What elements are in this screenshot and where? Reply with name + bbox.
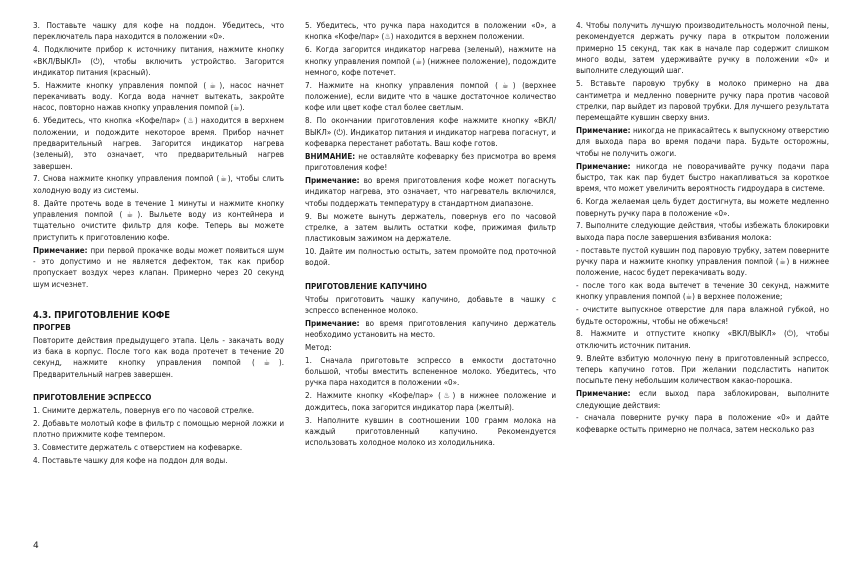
paragraph: Повторите действия предыдущего этапа. Цель - закачать воду из бака в корпус. После того как вода протечет в течение 20 секунд, нажмите кнопку управления помпой (☕). Предварительный нагрев завершен. xyxy=(33,335,284,379)
column-middle xyxy=(305,20,556,450)
paragraph: 3. Совместите держатель с отверстием на кофеварке. xyxy=(33,443,243,452)
paragraph: 8. По окончании приготовления кофе нажмите кнопку «ВКЛ/ВЫКЛ» (⏻). Индикатор питания и индикатор нагрева погаснут, и кофеварка перестанет работать. Ваш кофе готов. xyxy=(305,116,556,148)
paragraph: 2. Добавьте молотый кофе в фильтр с помощью мерной ложки и плотно прижмите кофе темпером. xyxy=(33,418,284,440)
section-title: 4.3. ПРИГОТОВЛЕНИЕ КОФЕ xyxy=(33,309,171,321)
paragraph: 9. Влейте взбитую молочную пену в приготовленный эспрессо, теперь капучино готов. При желании подсластить напиток посыпьте пену небольшим количеством какао-порошка. xyxy=(576,353,829,386)
paragraph: 3. Наполните кувшин в соотношении 100 грамм молока на каждый приготовленный капучино. Рекомендуется использовать холодное молоко из холодильника. xyxy=(305,415,556,448)
paragraph: 5. Убедитесь, что ручка пара находится в положении «0», а кнопка «Кофе/пар» (♨) находится в верхнем положении. xyxy=(305,21,556,42)
note-text: во время приготовления капучино держатель необходимо установить на место. xyxy=(305,318,556,340)
note-label: Примечание: xyxy=(305,318,360,328)
list-item: - поставьте пустой кувшин под паровую трубку, затем поверните ручку пара и нажмите кнопку управления помпой (☕) в нижнее положение, насос будет перекачивать воду. xyxy=(576,245,829,278)
note-text: никогда не прикасайтесь к выпускному отверстию для выхода пара во время подачи пара. Будьте осторожны, чтобы не получить ожоги. xyxy=(576,126,829,158)
note-label: Примечание: xyxy=(33,245,88,255)
note-paragraph xyxy=(576,125,829,159)
paragraph: 6. Когда загорится индикатор нагрева (зеленый), нажмите на кнопку управления помпой (☕) (нижнее положение), подождите немного, кофе потечет. xyxy=(305,45,556,77)
note-paragraph xyxy=(305,175,556,209)
note-label: Примечание: xyxy=(576,126,631,136)
paragraph: 3. Поставьте чашку для кофе на поддон. Убедитесь, что переключатель пара находится в положении «0». xyxy=(33,21,284,42)
paragraph: 10. Дайте им полностью остыть, затем промойте под проточной водой. xyxy=(305,247,556,268)
paragraph: 2. Нажмите кнопку «Кофе/пар» (♨) в нижнее положение и дождитесь, пока загорится индикатор пара (желтый). xyxy=(305,391,556,412)
list-item: - сначала поверните ручку пара в положение «0» и дайте кофеварке остыть примерно не полчаса, затем несколько раз xyxy=(576,413,829,434)
note-label: Примечание: xyxy=(576,389,631,399)
paragraph: 5. Нажмите кнопку управления помпой (☕), насос начнет перекачивать воду. Когда вода начнет вытекать, закройте насос, повторно нажав кнопку управления помпой (☕). xyxy=(33,80,284,113)
paragraph: 9. Вы можете вынуть держатель, повернув его по часовой стрелке, а затем вылить остатки кофе, прижимая фильтр пластиковым зажимом на держателе. xyxy=(305,211,556,244)
list-item: - после того как вода вытечет в течение 30 секунд, нажмите кнопку управления помпой (☕) в верхнее положение; xyxy=(576,281,829,302)
paragraph: 1. Снимите держатель, повернув его по часовой стрелке. xyxy=(33,405,255,415)
paragraph: Чтобы приготовить чашку капучино, добавьте в чашку с эспрессо вспененное молоко. xyxy=(305,294,556,315)
note-paragraph xyxy=(33,245,284,290)
column-right xyxy=(576,20,829,437)
note-label: Примечание: xyxy=(576,161,631,171)
subsection-title: ПРИГОТОВЛЕНИЕ ЭСПРЕССО xyxy=(33,393,152,403)
paragraph: 4. Подключите прибор к источнику питания, нажмите кнопку «ВКЛ/ВЫКЛ» (⏻), чтобы включить устройство. Загорится индикатор питания (красный). xyxy=(33,45,284,77)
paragraph: 6. Убедитесь, что кнопка «Кофе/пар» (♨) находится в верхнем положении, и подождите некоторое время. Прибор начнет предварительный нагрев. Загорится индикатор нагрева (зеленый), это означает, что предварительный нагрев завершен. xyxy=(33,116,284,171)
paragraph: 8. Дайте протечь воде в течение 1 минуты и нажмите кнопку управления помпой (☕). Выльете воду из контейнера и тщательно очистите фильтр для кофе. Теперь вы можете приступить к приготовлению кофе. xyxy=(33,198,284,242)
column-left xyxy=(33,20,284,468)
paragraph: 8. Нажмите и отпустите кнопку «ВКЛ/ВЫКЛ» (⏻), чтобы отключить источник питания. xyxy=(576,329,829,350)
paragraph: 6. Когда желаемая цель будет достигнута, вы можете медленно повернуть ручку пара в положение «0». xyxy=(576,197,829,218)
page-number: 4 xyxy=(33,541,39,551)
note-paragraph xyxy=(305,318,556,341)
note-text: во время приготовления кофе может погаснуть индикатор нагрева, это означает, что нагреватель включился, чтобы поддержать температуру в стандартном диапазоне. xyxy=(305,175,556,208)
warning-paragraph xyxy=(305,151,556,174)
note-label: Примечание: xyxy=(305,175,360,185)
note-paragraph xyxy=(576,161,829,195)
paragraph: 4. Чтобы получить лучшую производительность молочной пены, рекомендуется держать ручку пара в открытом положении примерно 15 секунд, так как в начале пар содержит слишком много воды, затем удерживайте ручку в положении «0» и выполните следующий шаг. xyxy=(576,21,829,76)
subsection-title: ПРИГОТОВЛЕНИЕ КАПУЧИНО xyxy=(305,281,427,291)
paragraph: 7. Выполните следующие действия, чтобы избежать блокировки выхода пара после завершения взбивания молока: xyxy=(576,221,829,242)
note-paragraph xyxy=(576,388,829,411)
warning-label: ВНИМАНИЕ: xyxy=(305,151,356,161)
method-label: Метод: xyxy=(305,342,332,352)
warning-text: не оставляйте кофеварку без присмотра во время приготовления кофе! xyxy=(305,151,556,173)
note-text: никогда не поворачивайте ручку подачи пара быстро, так как пар будет быстро накапливаться за короткое время, что может увеличить вероятность гидроудара в системе. xyxy=(576,161,829,194)
paragraph: 7. Снова нажмите кнопку управления помпой (☕), чтобы слить холодную воду из системы. xyxy=(33,174,284,195)
list-item: - очистите выпускное отверстие для пара влажной губкой, но будьте осторожны, чтобы не обжечься! xyxy=(576,305,829,326)
paragraph: 5. Вставьте паровую трубку в молоко примерно на два сантиметра и медленно поверните ручку пара против часовой стрелки, пар выйдет из паровой трубки. Для лучшего результата перемещайте кувшин сверху вниз. xyxy=(576,79,829,123)
paragraph: 7. Нажмите на кнопку управления помпой (☕) (верхнее положение), если видите что в чашке достаточное количество кофе или цвет кофе стал более светлым. xyxy=(305,80,556,113)
paragraph: 4. Поставьте чашку для кофе на поддон для воды. xyxy=(33,455,228,465)
paragraph: 1. Сначала приготовьте эспрессо в емкости достаточно большой, чтобы вместить вспененное молоко. Убедитесь, что ручка пара находится в положении «0». xyxy=(305,355,556,388)
note-text: если выход пара заблокирован, выполните следующие действия: xyxy=(576,389,829,410)
subsection-title: ПРОГРЕВ xyxy=(33,322,71,332)
note-text: при первой прокачке воды может появиться шум - это допустимо и не является дефектом, так как прибор пропускает воздух через клапан. Примерно через 20 секунд шум исчезнет. xyxy=(33,245,284,289)
